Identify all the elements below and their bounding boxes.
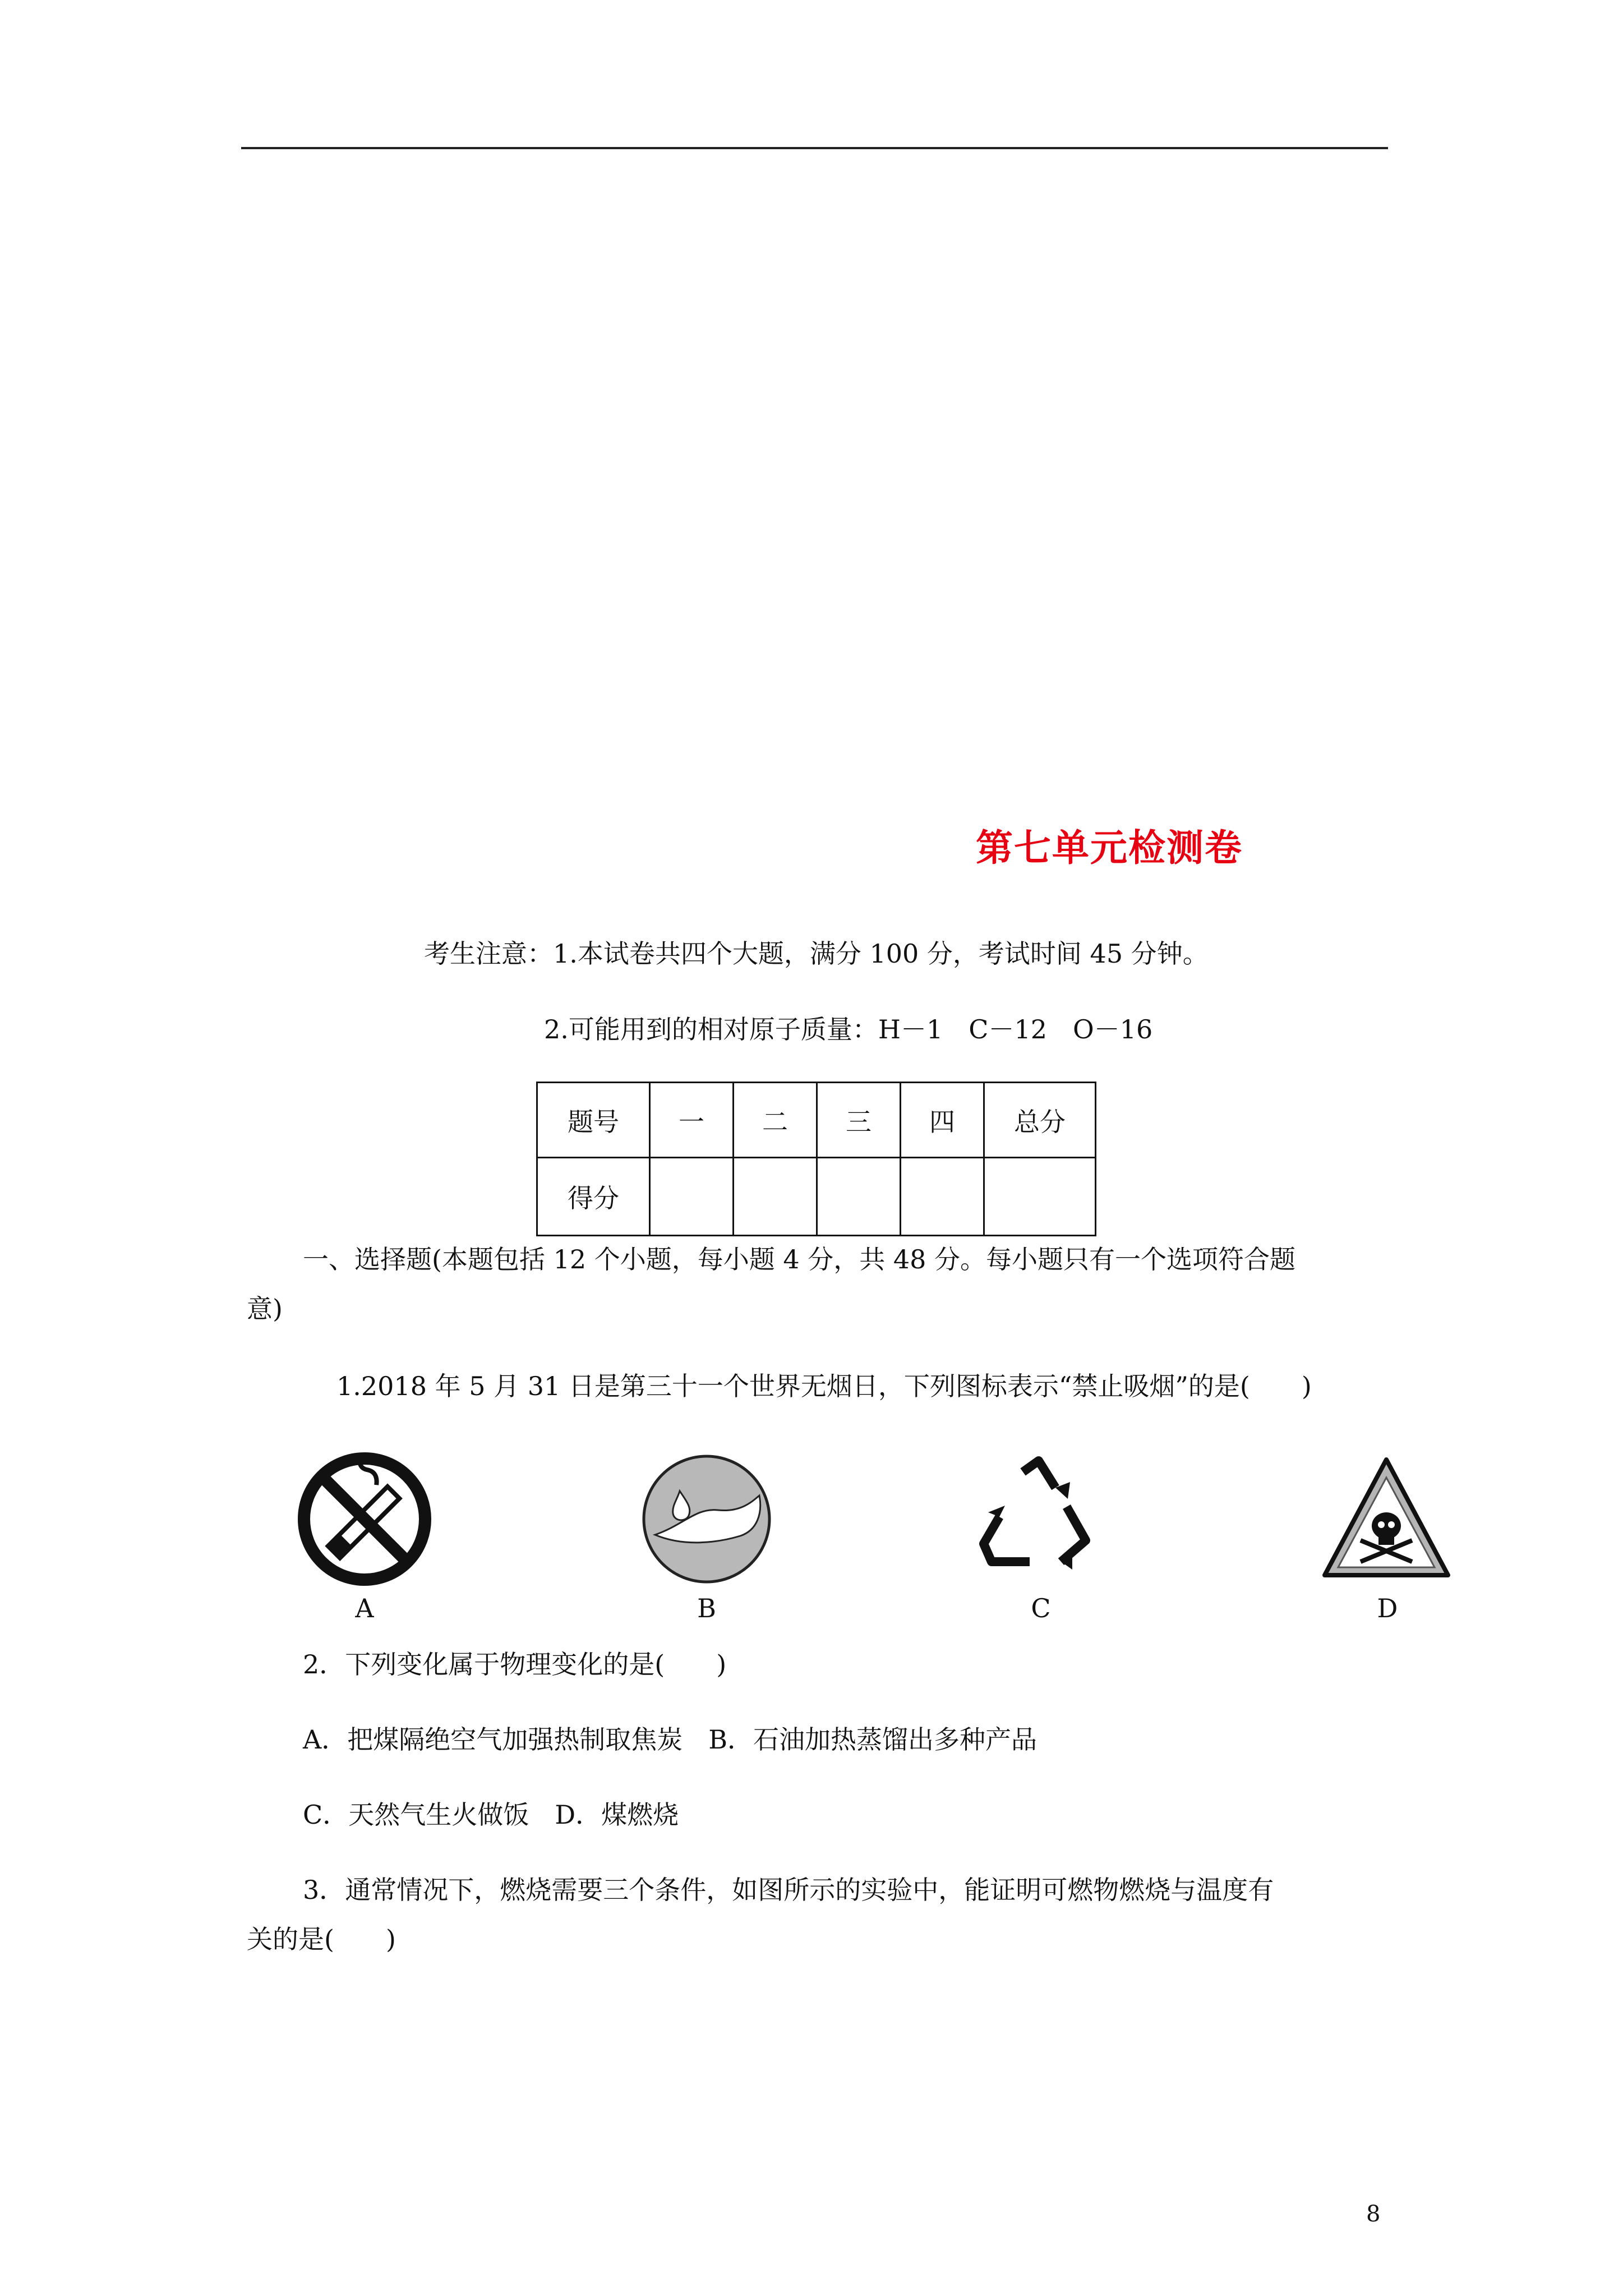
question-3-text-line1: 3．通常情况下，燃烧需要三个条件，如图所示的实验中，能证明可燃物燃烧与温度有 bbox=[303, 1875, 1274, 1905]
page-number: 8 bbox=[1366, 2201, 1381, 2227]
score-table-header-row bbox=[537, 1083, 1096, 1158]
table-header-cell: 四 bbox=[901, 1083, 984, 1158]
table-row-label: 得分 bbox=[537, 1158, 650, 1236]
table-header-cell: 三 bbox=[817, 1083, 901, 1158]
score-cell[interactable] bbox=[901, 1158, 984, 1236]
option-label-c: C bbox=[1031, 1593, 1051, 1623]
score-cell[interactable] bbox=[650, 1158, 734, 1236]
question-3-text-line2: 关的是( ) bbox=[247, 1924, 396, 1954]
table-header-cell: 一 bbox=[650, 1083, 734, 1158]
question-1-text: 1.2018 年 5 月 31 日是第三十一个世界无烟日，下列图标表示“禁止吸烟”的是( ) bbox=[336, 1371, 1312, 1401]
score-table bbox=[536, 1082, 1096, 1236]
option-label-a: A bbox=[355, 1593, 374, 1623]
question-2-text: 2．下列变化属于物理变化的是( ) bbox=[303, 1649, 727, 1680]
table-header-cell: 总分 bbox=[984, 1083, 1096, 1158]
question-2-options-cd: C．天然气生火做饭 D．煤燃烧 bbox=[303, 1800, 679, 1830]
no-smoking-icon[interactable] bbox=[297, 1452, 432, 1586]
score-cell[interactable] bbox=[984, 1158, 1096, 1236]
option-label-d: D bbox=[1377, 1593, 1398, 1623]
exam-notice-line2: 2.可能用到的相对原子质量：H－1 C－12 O－16 bbox=[544, 1014, 1153, 1045]
score-cell[interactable] bbox=[734, 1158, 817, 1236]
exam-notice-line1: 考生注意：1.本试卷共四个大题，满分 100 分，考试时间 45 分钟。 bbox=[424, 938, 1209, 969]
recycling-icon[interactable] bbox=[971, 1452, 1106, 1586]
water-saving-icon[interactable] bbox=[639, 1452, 774, 1586]
section-heading-line1: 一、选择题(本题包括 12 个小题，每小题 4 分，共 48 分。每小题只有一个选项符合题 bbox=[303, 1244, 1296, 1274]
section-heading-line2: 意) bbox=[247, 1294, 283, 1324]
option-label-b: B bbox=[697, 1593, 716, 1623]
page-title: 第七单元检测卷 bbox=[976, 826, 1243, 869]
header-rule bbox=[241, 147, 1388, 149]
table-header-cell: 二 bbox=[734, 1083, 817, 1158]
question-2-options-ab: A．把煤隔绝空气加强热制取焦炭 B．石油加热蒸馏出多种产品 bbox=[303, 1724, 1038, 1755]
table-header-cell: 题号 bbox=[537, 1083, 650, 1158]
score-cell[interactable] bbox=[817, 1158, 901, 1236]
toxic-warning-icon[interactable] bbox=[1319, 1452, 1454, 1586]
score-table-score-row bbox=[537, 1158, 1096, 1236]
